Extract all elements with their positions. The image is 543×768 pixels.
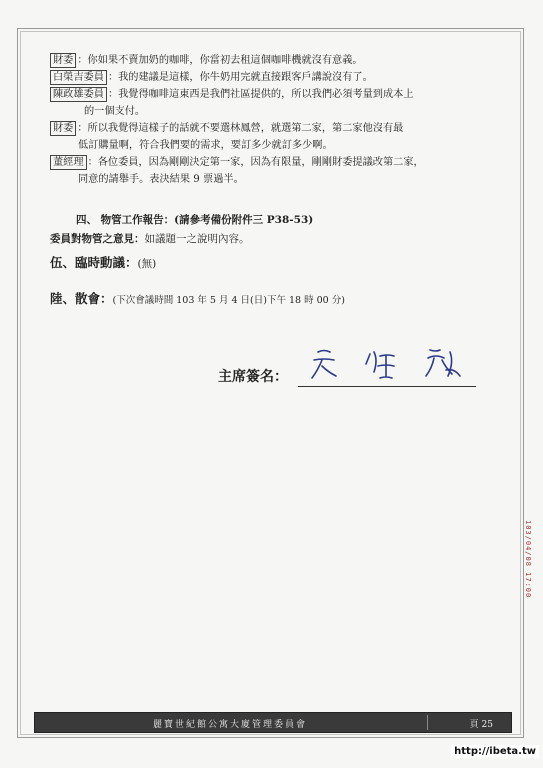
committee-opinion xyxy=(50,231,250,246)
minutes-line xyxy=(50,120,498,137)
speech-text: ：各位委員，因為剛剛決定第一家，因為有限量，剛剛財委提議改第二家， xyxy=(87,157,424,168)
section-five xyxy=(50,253,156,271)
section-four-ref: (請參考備份附件三 P38-53) xyxy=(174,214,314,226)
speech-text: ：所以我覺得這樣子的話就不要選林鳳營，就選第二家，第二家他沒有最 xyxy=(77,123,404,134)
footer-divider xyxy=(427,715,428,730)
minutes-line-continued xyxy=(50,171,498,188)
minutes-line-continued xyxy=(50,103,498,120)
minutes-line xyxy=(50,86,498,103)
minutes-line xyxy=(50,69,498,86)
watermark-url: http://ibeta.tw xyxy=(451,745,539,758)
speaker-tag: 陳政雄委員 xyxy=(50,87,107,102)
signature-label: 主席簽名： xyxy=(218,369,288,385)
speech-text: 同意的請舉手。表決結果 9 票過半。 xyxy=(78,174,244,185)
speaker-tag: 董經理 xyxy=(50,155,87,170)
speech-text: ：我覺得咖啡這東西是我們社區提供的，所以我們必須考量到成本上 xyxy=(107,89,414,100)
section-six-label: 陸、散會： xyxy=(50,291,113,306)
minutes-line-continued xyxy=(50,137,498,154)
speaker-tag: 財委 xyxy=(50,53,76,68)
opinion-label: 委員對物管之意見： xyxy=(50,233,145,245)
section-four-label: 四、 物管工作報告： xyxy=(76,214,175,226)
footer-title: 麗寶世紀館公寓大廈管理委員會 xyxy=(152,720,307,730)
date-stamp: 103/04/08 17:00 xyxy=(524,520,532,599)
speaker-tag: 白榮吉委員 xyxy=(50,70,107,85)
minutes-body xyxy=(50,52,498,188)
speech-text: 低訂購量啊，符合我們要的需求，要訂多少就訂多少啊。 xyxy=(78,140,333,151)
page-footer xyxy=(34,712,512,733)
signature-line xyxy=(298,386,476,387)
minutes-line xyxy=(50,154,498,171)
opinion-text: 如議題一之說明內容。 xyxy=(144,233,250,245)
section-five-label: 伍、臨時動議： xyxy=(50,255,138,270)
minutes-line xyxy=(50,52,498,69)
section-six xyxy=(50,289,345,307)
section-six-value: (下次會議時間 103 年 5 月 4 日(日)下午 18 時 00 分) xyxy=(112,295,345,306)
speech-text: ：你如果不賣加奶的咖啡，你當初去租這個咖啡機就沒有意義。 xyxy=(77,55,363,66)
handwritten-signature xyxy=(300,344,480,390)
speech-text: ：我的建議是這樣，你牛奶用完就直接跟客戶講說沒有了。 xyxy=(107,72,373,83)
section-five-value: (無) xyxy=(137,258,157,270)
speech-text: 的一個支付。 xyxy=(84,106,146,117)
page-number: 頁 25 xyxy=(469,720,493,730)
section-four xyxy=(76,212,313,227)
speaker-tag: 財委 xyxy=(50,121,76,136)
